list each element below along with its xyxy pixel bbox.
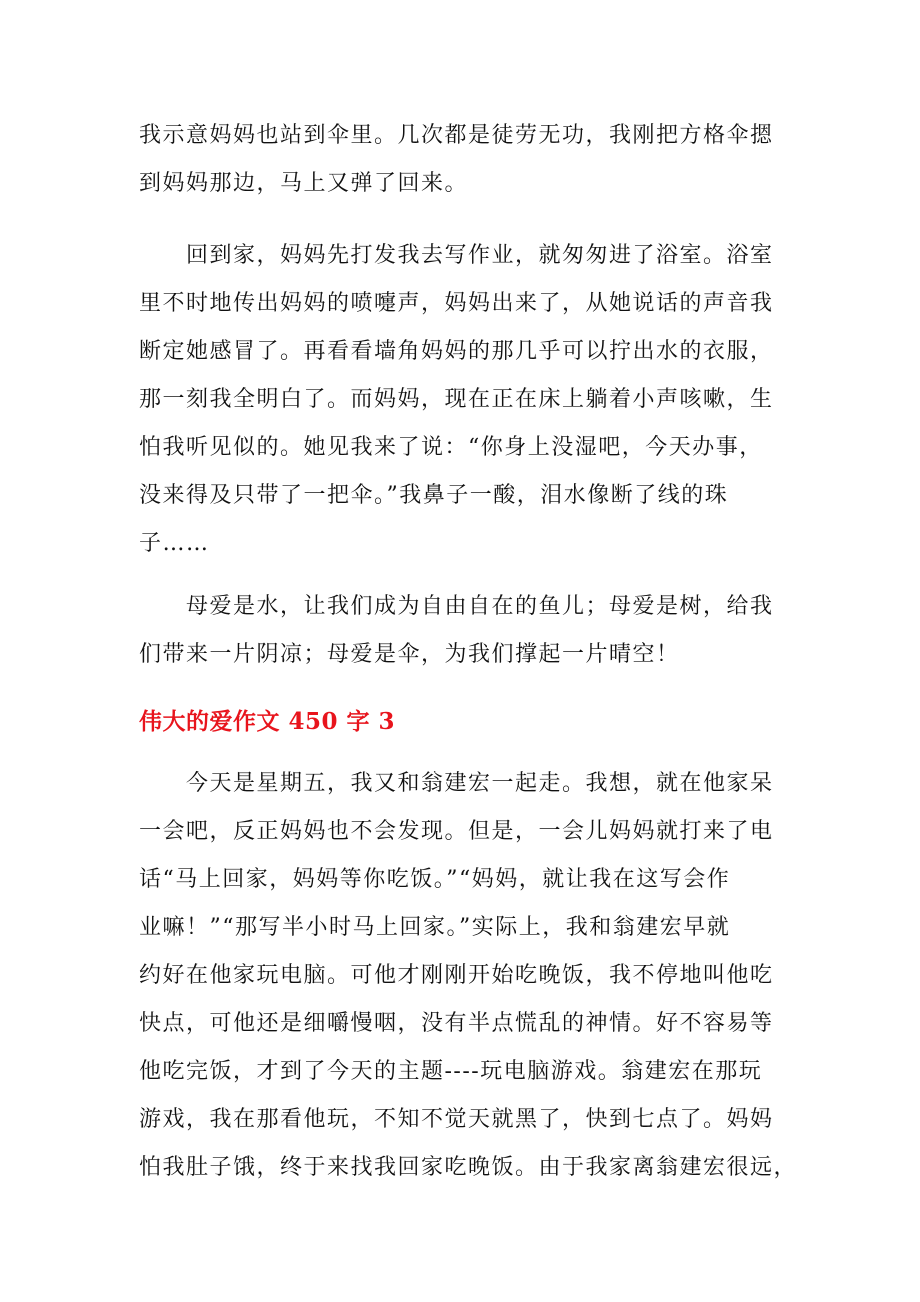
text-line: 母爱是水，让我们成为自由自在的鱼儿；母爱是树，给我: [139, 594, 774, 619]
text-line: 到妈妈那边，马上又弹了回来。: [139, 171, 469, 196]
text-line: 业嘛！”“那写半小时马上回家。”实际上，我和翁建宏早就: [139, 915, 731, 940]
text-line: 今天是星期五，我又和翁建宏一起走。我想，就在他家呆: [139, 771, 774, 796]
text-line: 约好在他家玩电脑。可他才刚刚开始吃晚饭，我不停地叫他吃: [139, 963, 774, 988]
text-line: 回到家，妈妈先打发我去写作业，就匆匆进了浴室。浴室: [139, 243, 774, 268]
text-line: 我示意妈妈也站到伞里。几次都是徒劳无功，我刚把方格伞摁: [139, 123, 774, 148]
text-line: 怕我听见似的。她见我来了说：“你身上没湿吧，今天办事，: [139, 435, 763, 460]
text-line: 他吃完饭，才到了今天的主题----玩电脑游戏。翁建宏在那玩: [139, 1059, 763, 1084]
text-line: 一会吧，反正妈妈也不会发现。但是，一会儿妈妈就打来了电: [139, 819, 774, 844]
text-line: 那一刻我全明白了。而妈妈，现在正在床上躺着小声咳嗽，生: [139, 387, 774, 412]
text-line: 快点，可他还是细嚼慢咽，没有半点慌乱的神情。好不容易等: [139, 1011, 774, 1036]
text-line: 里不时地传出妈妈的喷嚏声，妈妈出来了，从她说话的声音我: [139, 291, 774, 316]
paragraph-home: [139, 232, 799, 568]
text-line: 断定她感冒了。再看看墙角妈妈的那几乎可以拧出水的衣服，: [139, 339, 774, 364]
text-line: 子……: [139, 531, 210, 556]
text-line: 们带来一片阴凉；母爱是伞，为我们撑起一片晴空！: [139, 642, 680, 667]
text-line: 怕我肚子饿，终于来找我回家吃晚饭。由于我家离翁建宏很远，: [139, 1155, 798, 1180]
text-line: 游戏，我在那看他玩，不知不觉天就黑了，快到七点了。妈妈: [139, 1107, 774, 1132]
text-line: 话“马上回家，妈妈等你吃饭。”“妈妈，就让我在这写会作: [139, 867, 731, 892]
section-heading: 伟大的爱作文 450 字 3: [139, 708, 396, 735]
paragraph-conclusion: [139, 583, 799, 679]
text-line: 没来得及只带了一把伞。”我鼻子一酸，泪水像断了线的珠: [139, 483, 729, 508]
paragraph-umbrella: [139, 112, 799, 208]
paragraph-friday: [139, 760, 799, 1192]
